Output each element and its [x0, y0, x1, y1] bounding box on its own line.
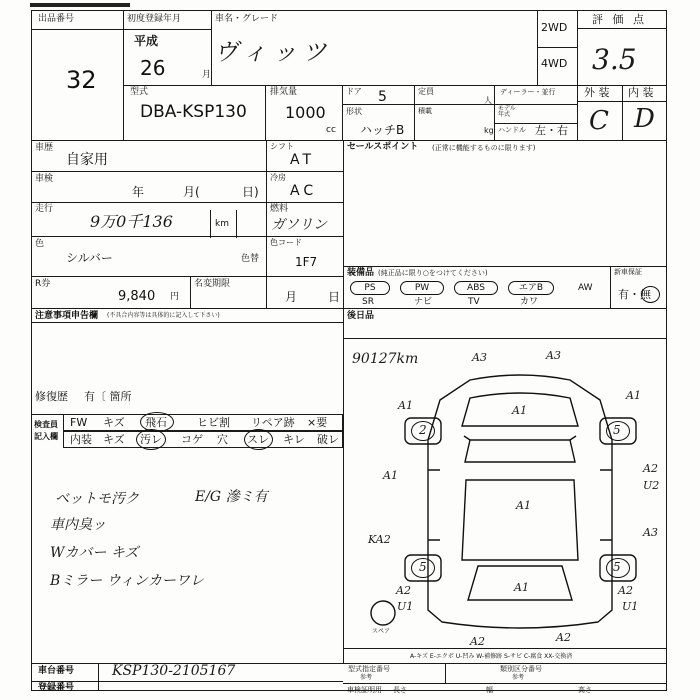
dealer-label: ディーラー・並行	[500, 88, 556, 96]
equip-tv: TV	[468, 297, 480, 307]
sales-point-label: セールスポイント	[347, 142, 419, 152]
r-ticket-value: 9,840	[118, 289, 156, 304]
mark-rr-a: A2	[618, 584, 633, 597]
capacity-label: 定員	[418, 87, 434, 96]
equip-navi: ナビ	[414, 297, 433, 307]
inspect-year-unit: 年	[132, 185, 145, 199]
sales-point-note: (正常に機能するものに限ります)	[432, 144, 536, 152]
door-label: ドア	[346, 87, 362, 96]
equip-ps: PS	[350, 281, 390, 295]
fuel-value: ガソリン	[271, 217, 327, 233]
check-burn: コゲ	[181, 433, 203, 446]
legend: A-キズ E-エクボ U-凹み W-補修跡 S-サビ C-腐食 XX-交換済	[410, 653, 573, 660]
first-reg-label: 初度登録年月	[127, 14, 182, 24]
mark-rr-u: U1	[622, 600, 639, 613]
name-change-label: 名変期限	[194, 279, 231, 289]
body-label: 形状	[346, 107, 362, 116]
mark-fl-fender: A1	[398, 399, 413, 412]
check-dirt: 汚レ	[140, 433, 162, 446]
equip-abs: ABS	[454, 281, 498, 295]
spare-label: スペア	[372, 628, 391, 635]
class-no-label: 類別区分番号	[500, 665, 542, 673]
first-reg-year: 26	[140, 56, 166, 80]
notes-label: 注意事項申告欄	[35, 311, 99, 321]
term-month-unit: 月	[285, 290, 298, 304]
score-label: 評 価 点	[592, 13, 647, 26]
inspect-day-unit: 日)	[242, 185, 259, 199]
recolor-label: 色替	[241, 254, 260, 264]
model-year-label: モデル年式	[498, 105, 516, 118]
check-rip: 破レ	[317, 433, 339, 446]
shift-value: AT	[290, 152, 316, 168]
tire-rr: 5	[613, 560, 621, 574]
mark-rl-a: A2	[396, 584, 411, 597]
color-value: シルバー	[66, 251, 113, 265]
mark-rl-u: U1	[397, 600, 414, 613]
inspector-label-2: 記入欄	[34, 432, 58, 441]
int-label: 内 装	[628, 86, 654, 99]
cert-label: 車検証明用	[347, 686, 382, 694]
equip-leather: カワ	[520, 297, 539, 307]
repair-label: 修復歴	[35, 390, 68, 403]
ac-label: 冷房	[270, 173, 286, 182]
handle-label: ハンドル	[498, 126, 526, 134]
history-label: 車歴	[35, 143, 54, 153]
equip-airbag: エアB	[508, 281, 554, 295]
remark-3: Wカバー キズ	[50, 545, 139, 561]
type-value: DBA-KSP130	[140, 102, 247, 122]
lot-number: 32	[66, 66, 97, 94]
mark-roof: A1	[516, 499, 531, 512]
mark-bonnet: A1	[512, 404, 527, 417]
mark-rear-bumper-r: A2	[556, 631, 571, 644]
height-label: 高さ	[578, 686, 592, 694]
car-name: ヴィッツ	[214, 38, 333, 66]
type-label: 型式	[130, 87, 149, 97]
person-unit: 人	[484, 96, 492, 105]
check-int-scratch: キズ	[103, 433, 125, 446]
remark-4: Bミラー ウィンカーワレ	[50, 573, 204, 589]
new-warranty-label: 新車保証	[614, 268, 642, 276]
new-warranty-value: 有・無	[618, 288, 651, 301]
mark-left-door: A1	[383, 469, 398, 482]
mark-left-rear-door: KA2	[368, 533, 391, 546]
color-code-label: 色コード	[270, 238, 302, 247]
mark-rear-bumper-l: A2	[470, 635, 485, 648]
mileage-label: 走行	[35, 204, 54, 214]
disp-label: 排気量	[270, 87, 298, 97]
diagram-mileage: 90127km	[352, 351, 419, 367]
yen-unit: 円	[170, 292, 180, 302]
lot-label: 出品番号	[38, 14, 75, 24]
r-ticket-label: R券	[35, 279, 51, 289]
remark-1: ベットモ汚ク	[55, 491, 139, 507]
length-label: 長さ	[393, 686, 407, 694]
mark-front-right: A3	[546, 349, 561, 362]
equip-note: (純正品に限り○をつけてください)	[378, 269, 488, 277]
door-value: 5	[378, 89, 387, 105]
era: 平成	[134, 34, 159, 48]
disp-value: 1000	[285, 103, 326, 122]
notes-hint: (不具合内容等は具体的に記入して下さい)	[107, 312, 220, 319]
handle-side: 左・右	[535, 124, 568, 137]
inspect-label: 車検	[35, 174, 54, 184]
width-label: 幅	[486, 686, 493, 694]
mark-rear: A1	[514, 581, 529, 594]
inspect-month-unit: 月(	[183, 185, 200, 199]
ext-grade: C	[589, 106, 609, 136]
drive-4wd: 4WD	[541, 57, 568, 70]
tire-fr: 5	[613, 423, 621, 437]
check-tear: キレ	[283, 433, 305, 446]
tire-rl: 5	[419, 560, 427, 574]
mark-right-door-a: A2	[643, 462, 658, 475]
mark-right-door-u: U2	[643, 479, 660, 492]
remark-2: 車内臭ッ	[50, 517, 106, 533]
repair-value: 有〔 箇所	[84, 390, 132, 403]
equip-pw: PW	[400, 281, 444, 295]
name-grade-label: 車名・グレード	[215, 14, 279, 24]
body-value: ハッチB	[360, 123, 405, 137]
fuel-label: 燃料	[270, 204, 289, 214]
check-scratch: キズ	[103, 416, 125, 429]
int-grade: D	[634, 104, 655, 134]
check-fw: FW	[70, 416, 88, 429]
model-no-label: 型式指定番号	[348, 665, 390, 673]
check-repair-mark: リペア跡	[251, 416, 295, 429]
check-wear: スレ	[247, 433, 269, 446]
km-unit: km	[215, 219, 229, 229]
remark-right: E/G 滲ミ有	[195, 489, 268, 505]
kg-unit: kg	[484, 126, 494, 135]
check-interior: 内装	[70, 433, 92, 446]
check-crack: ヒビ割	[197, 416, 230, 429]
mileage-value: 9万0千136	[90, 212, 173, 231]
ac-value: AC	[290, 183, 318, 199]
check-hole: 穴	[217, 433, 228, 446]
inspector-label-1: 検査員	[34, 420, 58, 429]
chassis-label: 車台番号	[38, 666, 75, 676]
mark-fr-fender: A1	[626, 389, 641, 402]
month-unit: 月	[202, 70, 212, 80]
equip-label: 装備品	[347, 268, 375, 278]
history-value: 自家用	[66, 152, 108, 168]
check-stone-chip: 飛石	[145, 416, 167, 429]
term-day-unit: 日	[328, 290, 341, 304]
color-code-value: 1F7	[295, 255, 318, 269]
shift-label: シフト	[270, 142, 294, 151]
chassis-value: KSP130-2105167	[112, 663, 236, 679]
reg-no-label: 登録番号	[38, 683, 75, 693]
equip-aw: AW	[578, 283, 593, 293]
ref-1: 参考	[360, 674, 373, 681]
cc-unit: cc	[326, 125, 336, 135]
after-items-label: 後日品	[347, 311, 375, 321]
load-label: 積載	[418, 107, 432, 115]
tire-fl: 2	[419, 423, 427, 437]
check-replace: ×要	[307, 416, 328, 429]
score-value: 3.5	[592, 43, 637, 76]
mark-right-rear-door: A3	[643, 526, 658, 539]
mark-front-left: A3	[472, 351, 487, 364]
equip-sr: SR	[362, 297, 374, 307]
drive-2wd: 2WD	[541, 21, 568, 34]
ref-2: 参考	[512, 674, 525, 681]
color-label: 色	[35, 239, 45, 249]
ext-label: 外 装	[584, 86, 610, 99]
